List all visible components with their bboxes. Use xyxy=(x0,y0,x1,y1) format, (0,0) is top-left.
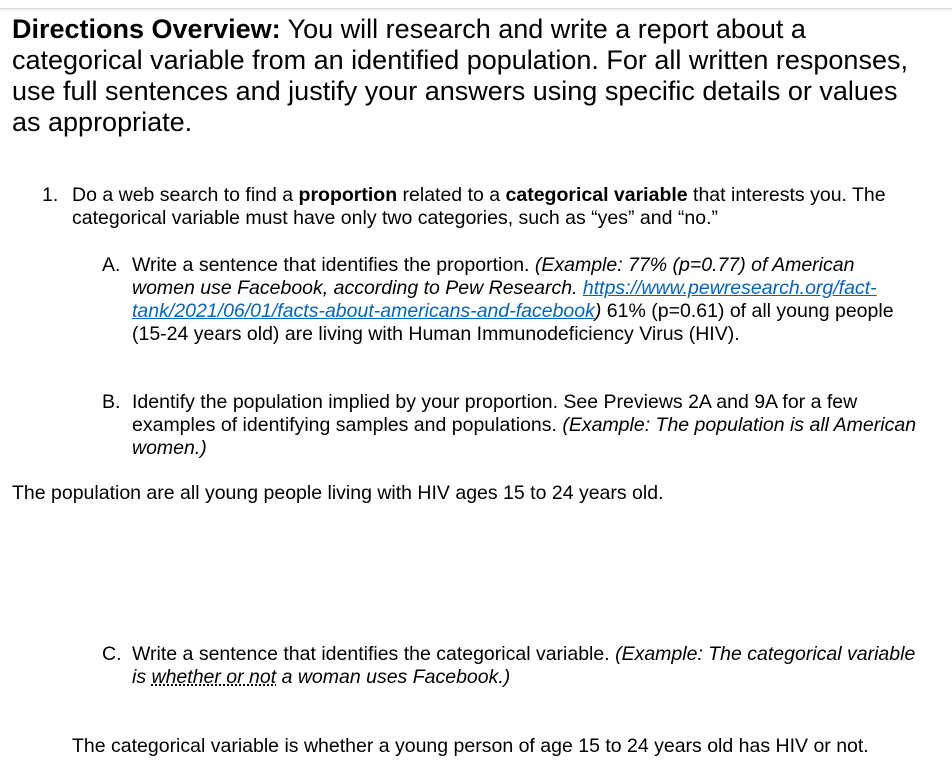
part-a-example-close: ) xyxy=(594,300,602,322)
part-b-answer[interactable]: The population are all young people living with HIV ages 15 to 24 years old. xyxy=(12,482,664,504)
page-top-edge xyxy=(0,0,952,9)
categorical-variable-term: categorical variable xyxy=(505,184,688,206)
part-a-answer[interactable]: 61% (p=0.61) of all young people (15-24 years old) are living with Human Immunodeficiency Virus (HIV). xyxy=(132,300,894,345)
question-1-text-part: Do a web search to find a xyxy=(72,184,299,206)
part-c-text xyxy=(132,643,917,689)
part-b-letter: B. xyxy=(102,391,121,413)
part-c-example-end: a woman uses Facebook.) xyxy=(276,666,511,688)
directions-text: You will research and write a report about a categorical variable from an identified population. For all written responses, use full sentences and justify your answers using specific details or values as appropriate. xyxy=(12,14,908,137)
part-c xyxy=(102,643,917,689)
spelling-flagged-phrase[interactable]: whether or not xyxy=(151,666,277,688)
part-a xyxy=(102,254,917,346)
question-1-text xyxy=(72,184,922,230)
part-a-prompt: Write a sentence that identifies the proportion. xyxy=(132,254,535,276)
question-1-text-part: that interests you. The categorical variable must have only two categories, such as “yes” and “no.” xyxy=(72,184,886,229)
directions-heading: Directions Overview: xyxy=(12,14,281,44)
question-1-text-part: related to a xyxy=(397,184,506,206)
part-c-answer[interactable]: The categorical variable is whether a young person of age 15 to 24 years old has HIV or not. xyxy=(72,735,869,757)
question-1-number: 1. xyxy=(42,184,59,206)
part-b-text xyxy=(132,391,917,460)
part-b-prompt: Identify the population implied by your proportion. See Previews 2A and 9A for a few examples of identifying samples and populations. xyxy=(132,391,858,436)
directions-overview xyxy=(12,14,932,138)
part-a-text xyxy=(132,254,917,346)
part-b xyxy=(102,391,917,460)
part-a-letter: A. xyxy=(102,254,121,276)
part-b-example: (Example: The population is all American women.) xyxy=(132,414,917,459)
proportion-term: proportion xyxy=(298,184,398,206)
part-a-example: (Example: 77% (p=0.77) of American women use Facebook, according to Pew Research. xyxy=(132,254,855,299)
part-c-letter: C. xyxy=(102,643,122,665)
question-1 xyxy=(42,184,922,230)
part-c-prompt: Write a sentence that identifies the categorical variable. xyxy=(132,643,616,665)
part-c-example-start: (Example: The categorical variable is xyxy=(132,643,916,688)
pew-research-link[interactable]: https://www.pewresearch.org/fact-tank/2021/06/01/facts-about-americans-and-facebook xyxy=(132,277,877,322)
